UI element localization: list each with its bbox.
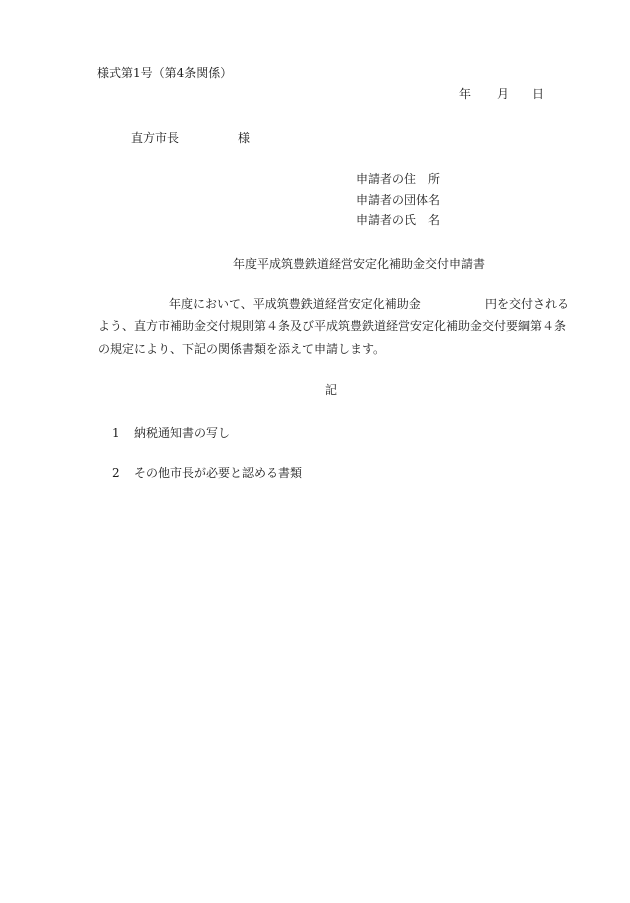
body-line-1-part-2: 円を交付される (485, 297, 570, 311)
body-line-3: の規定により、下記の関係書類を添えて申請します。 (98, 342, 386, 356)
date-year-label: 年 (459, 87, 472, 101)
body-line-2: よう、直方市補助金交付規則第４条及び平成筑豊鉄道経営安定化補助金交付要綱第４条 (98, 319, 567, 333)
list-item-text: 納税通知書の写し (134, 426, 231, 440)
addressee-honorific: 様 (238, 131, 251, 145)
document-title: 年度平成筑豊鉄道経営安定化補助金交付申請書 (233, 257, 486, 271)
list-item (112, 467, 302, 479)
list-item (112, 427, 230, 439)
addressee-name: 直方市長 (131, 131, 180, 145)
date-day-label: 日 (532, 87, 545, 101)
body-line-1-part-1: 年度において、平成筑豊鉄道経営安定化補助金 (169, 297, 421, 311)
list-item-number: 2 (112, 466, 120, 480)
date-month-label: 月 (497, 87, 510, 101)
ki-heading: 記 (325, 383, 338, 397)
applicant-name-label: 申請者の氏 名 (356, 213, 441, 227)
applicant-organization-label: 申請者の団体名 (356, 193, 441, 207)
list-item-text: その他市長が必要と認める書類 (134, 466, 303, 480)
applicant-address-label: 申請者の住 所 (356, 172, 441, 186)
form-label: 様式第1号（第4条関係） (97, 66, 233, 80)
list-item-number: 1 (112, 426, 120, 440)
